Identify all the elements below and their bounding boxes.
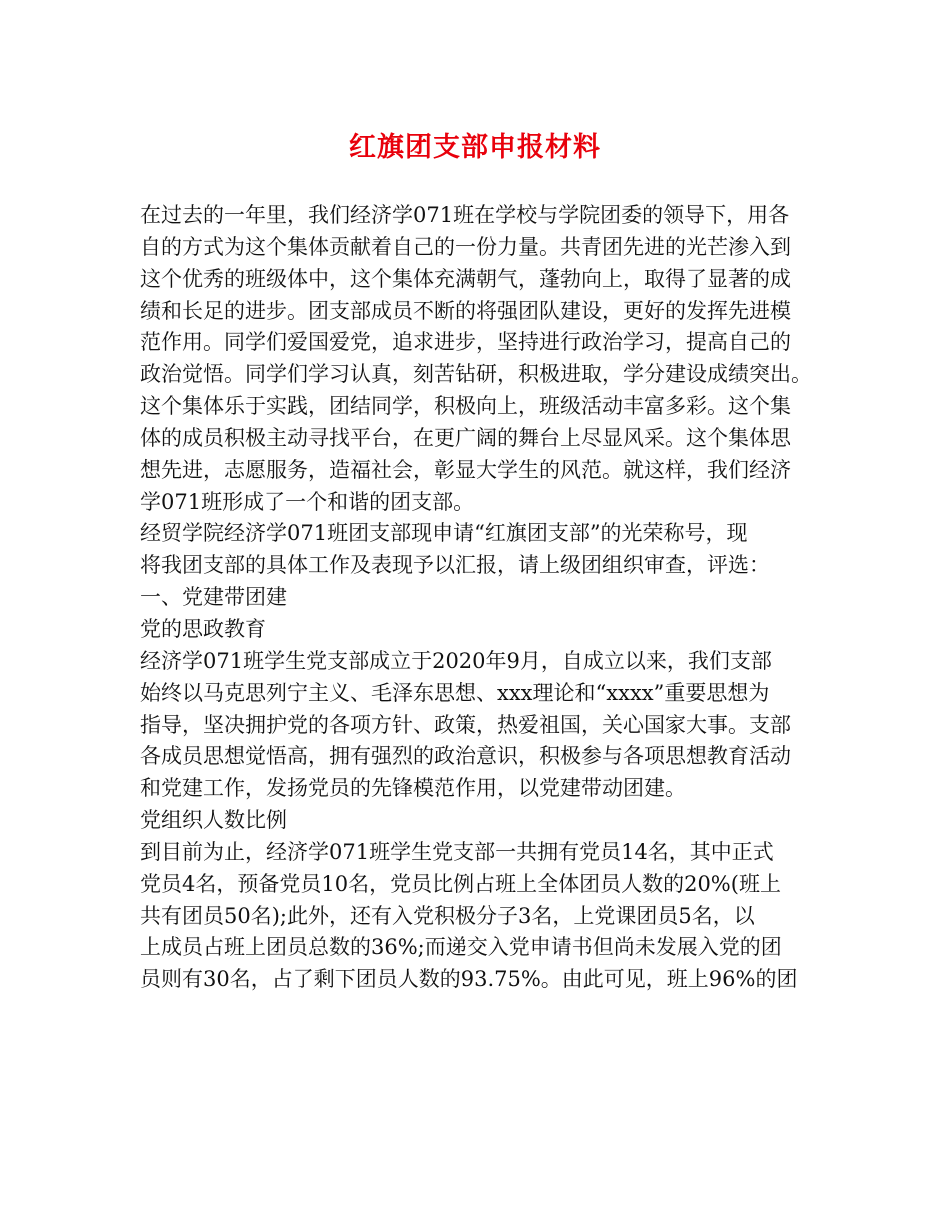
text-line: 在过去的一年里，我们经济学071班在学校与学院团委的领导下，用各	[140, 203, 790, 227]
text-line: 政治觉悟。同学们学习认真，刻苦钻研，积极进取，学分建设成绩突出。	[140, 362, 812, 387]
text-line: 到目前为止，经济学071班学生党支部一共拥有党员14名，其中正式	[140, 839, 774, 864]
text-line: 上成员占班上团员总数的36%;而递交入党申请书但尚未发展入党的团	[140, 935, 782, 960]
text-line: 经济学071班学生党支部成立于2020年9月，自成立以来，我们支部	[140, 648, 772, 673]
text-line: 和党建工作，发扬党员的先锋模范作用，以党建带动团建。	[140, 776, 686, 801]
text-line: 始终以马克思列宁主义、毛泽东思想、xxx理论和“xxxx”重要思想为	[140, 680, 770, 705]
text-line: 员则有30名，占了剩下团员人数的93.75%。由此可见，班上96%的团	[140, 967, 798, 992]
section-heading: 一、党建带团建	[140, 585, 287, 610]
text-line: 范作用。同学们爱国爱党，追求进步，坚持进行政治学习，提高自己的	[140, 330, 791, 355]
document-title: 红旗团支部申报材料	[349, 132, 601, 163]
text-line: 指导，坚决拥护党的各项方针、政策，热爱祖国，关心国家大事。支部	[140, 712, 791, 737]
text-line: 绩和长足的进步。团支部成员不断的将强团队建设，更好的发挥先进模	[140, 298, 791, 323]
document-body	[140, 200, 830, 996]
text-line: 共有团员50名);此外，还有入党积极分子3名，上党课团员5名，以	[140, 903, 755, 928]
text-line: 经贸学院经济学071班团支部现申请“红旗团支部”的光荣称号，现	[140, 521, 748, 546]
text-line: 学071班形成了一个和谐的团支部。	[140, 489, 475, 514]
subsection-heading: 党组织人数比例	[140, 808, 287, 833]
text-line: 这个优秀的班级体中，这个集体充满朝气，蓬勃向上，取得了显著的成	[140, 266, 791, 291]
text-line: 将我团支部的具体工作及表现予以汇报，请上级团组织审查，评选：	[140, 553, 770, 578]
text-line: 各成员思想觉悟高，拥有强烈的政治意识，积极参与各项思想教育活动	[140, 744, 791, 769]
text-line: 这个集体乐于实践，团结同学，积极向上，班级活动丰富多彩。这个集	[140, 394, 791, 419]
text-line: 想先进，志愿服务，造福社会，彰显大学生的风范。就这样，我们经济	[140, 457, 791, 482]
text-line: 自的方式为这个集体贡献着自己的一份力量。共青团先进的光芒渗入到	[140, 234, 791, 259]
subsection-heading: 党的思政教育	[140, 616, 266, 641]
text-line: 党员4名，预备党员10名，党员比例占班上全体团员人数的20%(班上	[140, 871, 781, 896]
text-line: 体的成员积极主动寻找平台，在更广阔的舞台上尽显风采。这个集体思	[140, 425, 791, 450]
